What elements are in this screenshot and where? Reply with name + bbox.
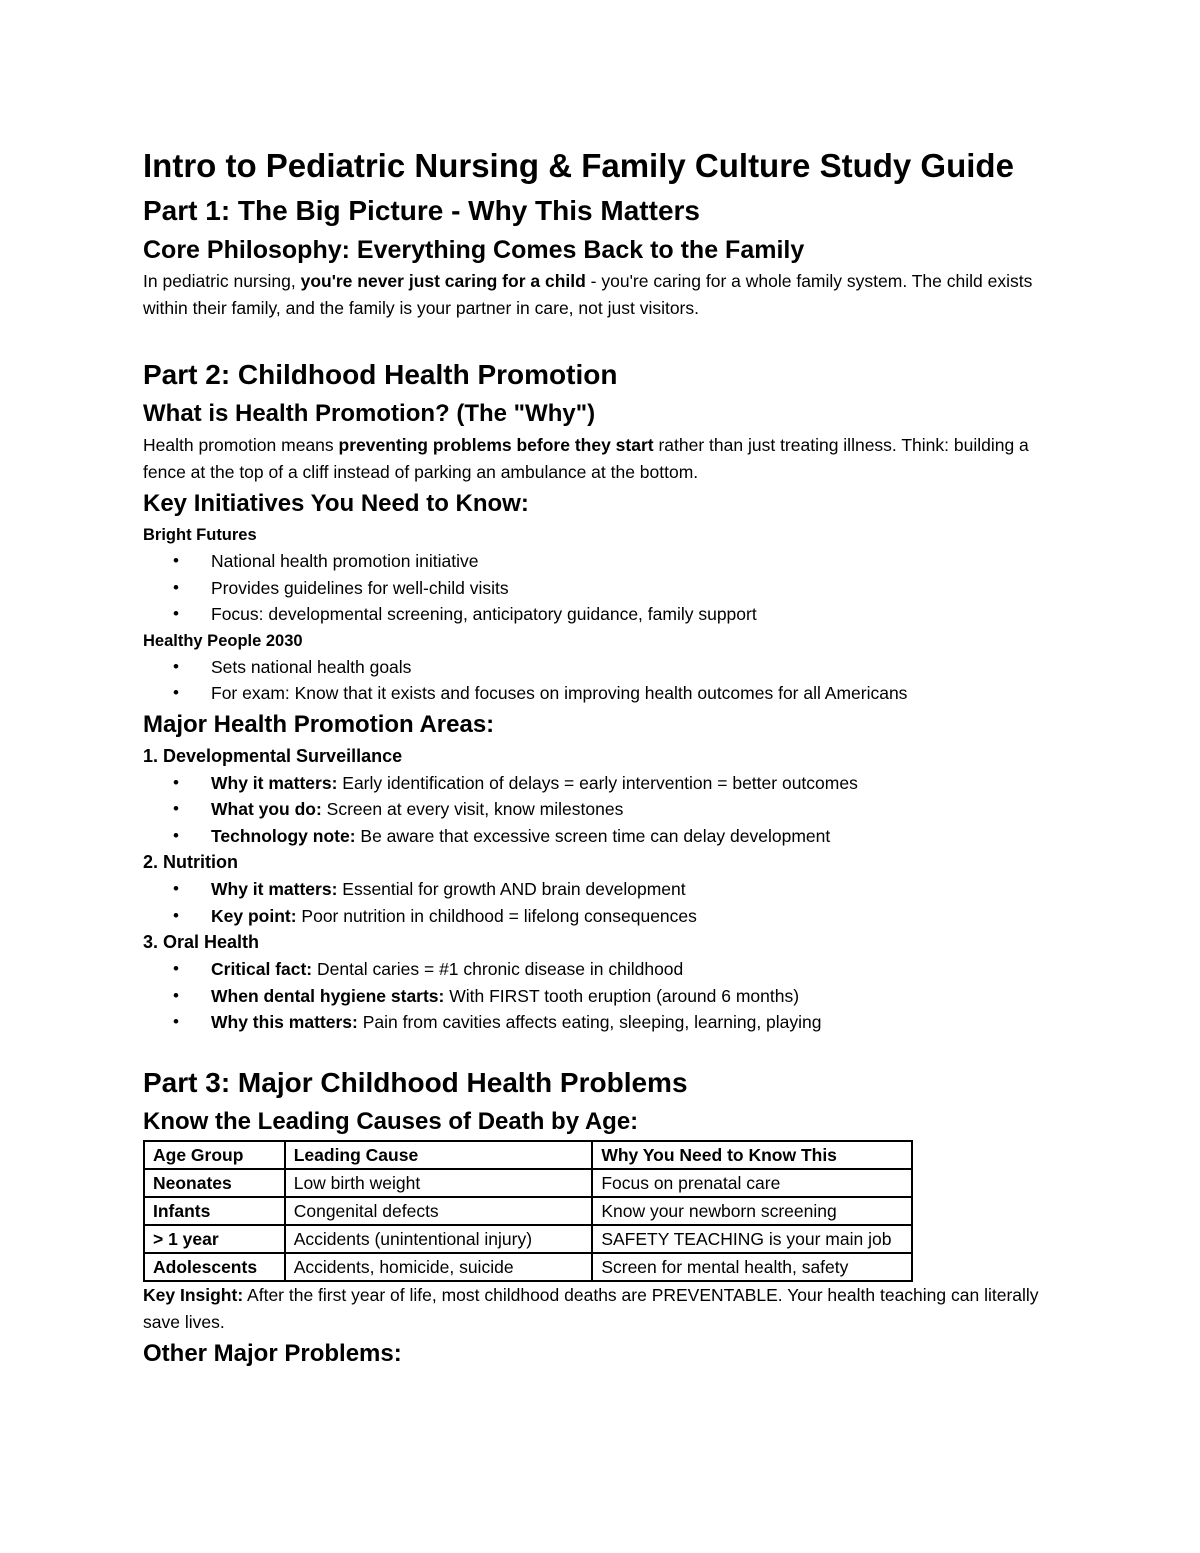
list-item xyxy=(143,823,1063,850)
table-cell: Accidents, homicide, suicide xyxy=(285,1253,593,1281)
list-item xyxy=(143,956,1063,983)
table-cell: Know your newborn screening xyxy=(592,1197,912,1225)
major-areas-heading: Major Health Promotion Areas: xyxy=(143,710,495,738)
bold-span: preventing problems before they start xyxy=(338,435,654,455)
healthy-people-label: Healthy People 2030 xyxy=(143,631,303,650)
list-item xyxy=(143,796,1063,823)
bold-span: you're never just caring for a child xyxy=(300,271,586,291)
text-span: With FIRST tooth eruption (around 6 months) xyxy=(444,985,800,1006)
area-title: 3. Oral Health xyxy=(143,932,260,952)
area-title: 1. Developmental Surveillance xyxy=(143,745,403,766)
table-cell: Accidents (unintentional injury) xyxy=(285,1225,593,1253)
table-header-row xyxy=(144,1141,912,1169)
text-span: Screen at every visit, know milestones xyxy=(321,799,624,819)
leading-causes-heading: Know the Leading Causes of Death by Age: xyxy=(143,1107,639,1135)
list-item xyxy=(143,770,1063,797)
table-cell: Screen for mental health, safety xyxy=(592,1253,912,1281)
area-list xyxy=(143,956,1063,1036)
bright-futures-list xyxy=(143,548,1063,628)
part1-heading: Part 1: The Big Picture - Why This Matters xyxy=(143,195,700,226)
text-span: Poor nutrition in childhood = lifelong consequences xyxy=(296,905,697,926)
part3-heading: Part 3: Major Childhood Health Problems xyxy=(143,1066,688,1098)
table-header-cell: Why You Need to Know This xyxy=(592,1141,912,1169)
bold-span: Why it matters: xyxy=(211,879,338,899)
causes-of-death-table xyxy=(143,1140,913,1282)
bold-span: Technology note: xyxy=(211,825,356,846)
bold-span: Critical fact: xyxy=(211,959,313,979)
table-row xyxy=(144,1197,912,1225)
table-cell: > 1 year xyxy=(144,1225,285,1253)
list-item: • Provides guidelines for well-child visits xyxy=(143,575,1063,602)
list-item xyxy=(143,1009,1063,1036)
table-row xyxy=(144,1253,912,1281)
table-cell: SAFETY TEACHING is your main job xyxy=(592,1225,912,1253)
bold-span: What you do: xyxy=(211,799,322,819)
bold-span: Key Insight: xyxy=(143,1284,244,1305)
text-span: After the first year of life, most childhood deaths are PREVENTABLE. Your health teaching can literally save lives. xyxy=(143,1284,1039,1332)
key-initiatives-heading: Key Initiatives You Need to Know: xyxy=(143,490,529,517)
part1-paragraph xyxy=(143,268,1063,322)
bold-span: Key point: xyxy=(211,905,297,926)
table-header-cell: Leading Cause xyxy=(285,1141,593,1169)
list-item xyxy=(143,983,1063,1010)
part2-heading: Part 2: Childhood Health Promotion xyxy=(143,359,618,390)
area-title: 2. Nutrition xyxy=(143,852,238,872)
text-span: Health promotion means xyxy=(143,435,339,455)
bold-span: Why this matters: xyxy=(211,1012,358,1032)
table-cell: Low birth weight xyxy=(285,1169,593,1197)
bold-span: Why it matters: xyxy=(211,772,338,793)
key-insight-paragraph xyxy=(143,1282,1063,1336)
table-cell: Congenital defects xyxy=(285,1197,593,1225)
table-cell: Neonates xyxy=(144,1169,285,1197)
part2-paragraph xyxy=(143,432,1063,486)
document-title: Intro to Pediatric Nursing & Family Culture Study Guide xyxy=(143,147,1014,184)
core-philosophy-heading: Core Philosophy: Everything Comes Back to the Family xyxy=(143,236,805,264)
text-span: In pediatric nursing, xyxy=(143,271,301,291)
bold-span: When dental hygiene starts: xyxy=(211,985,445,1006)
document-page xyxy=(143,142,1063,1372)
list-item xyxy=(143,876,1063,903)
other-problems-heading: Other Major Problems: xyxy=(143,1339,402,1367)
table-row xyxy=(144,1169,912,1197)
area-list xyxy=(143,770,1063,850)
list-item xyxy=(143,903,1063,930)
text-span: Dental caries = #1 chronic disease in childhood xyxy=(312,959,684,979)
healthy-people-list xyxy=(143,654,1063,707)
table-cell: Adolescents xyxy=(144,1253,285,1281)
text-span: Early identification of delays = early intervention = better outcomes xyxy=(337,772,858,793)
list-item: • Focus: developmental screening, anticipatory guidance, family support xyxy=(143,601,1063,628)
what-is-health-promotion-heading: What is Health Promotion? (The "Why") xyxy=(143,400,596,427)
text-span: - you're caring for a whole family system. The child exists within their family, and the family is your partner in care, not just visitors. xyxy=(143,271,1033,318)
table-row xyxy=(144,1225,912,1253)
list-item: • National health promotion initiative xyxy=(143,548,1063,575)
text-span: Be aware that excessive screen time can delay development xyxy=(355,825,831,846)
list-item: • For exam: Know that it exists and focuses on improving health outcomes for all Americans xyxy=(143,680,1063,707)
table-header-cell: Age Group xyxy=(144,1141,285,1169)
table-cell: Infants xyxy=(144,1197,285,1225)
text-span: Pain from cavities affects eating, sleeping, learning, playing xyxy=(357,1012,822,1032)
text-span: rather than just treating illness. Think: building a fence at the top of a cliff instead of parking an ambulance at the bottom. xyxy=(143,435,1029,482)
list-item: • Sets national health goals xyxy=(143,654,1063,681)
bright-futures-label: Bright Futures xyxy=(143,526,257,544)
area-list xyxy=(143,876,1063,929)
text-span: Essential for growth AND brain development xyxy=(337,879,686,899)
table-cell: Focus on prenatal care xyxy=(592,1169,912,1197)
